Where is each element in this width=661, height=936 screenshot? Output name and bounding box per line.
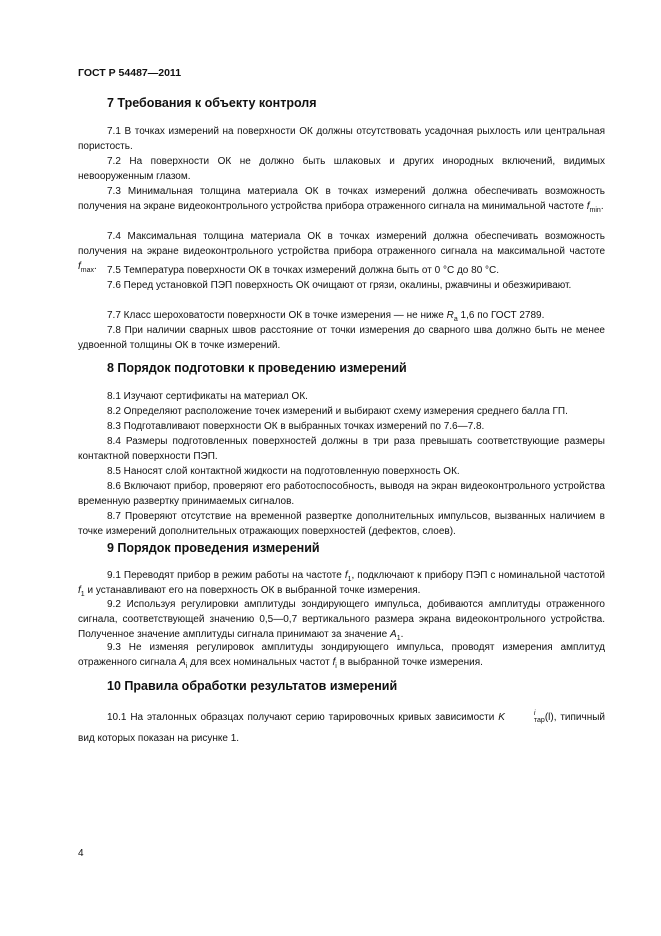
- para-7-3: 7.3 Минимальная толщина материала ОК в точках измерений должна обеспечивать возможность получения на экране видеоконтрольного устройства прибора отраженного сигнала на минимальной частоте $f_{min}$.: [78, 186, 605, 214]
- section-8-title: 8 Порядок подготовки к проведению измерений: [107, 361, 407, 375]
- para-8-3: 8.3 Подготавливают поверхности ОК в выбранных точках измерений по 7.6—7.8.: [107, 421, 485, 432]
- para-8-1: 8.1 Изучают сертификаты на материал ОК.: [107, 391, 308, 402]
- para-9-2: 9.2 Используя регулировки амплитуды зондирующего импульса, добиваются амплитуды отраженного сигнала, соответствующей значению 0,5—0,7 вертикального размера экрана видеоконтрольного устройства. Полученное значение амплитуды сигнала принимают за значение $A_1$.: [78, 599, 605, 642]
- para-7-8: 7.8 При наличии сварных швов расстояние от точки измерения до сварного шва должно быть не менее удвоенной толщины ОК в точке измерений.: [78, 325, 605, 351]
- para-8-7: 8.7 Проверяют отсутствие на временной развертке дополнительных импульсов, вызванных наличием в точке измерений дополнительных отражающих поверхностей (дефектов, слоев).: [78, 511, 605, 537]
- section-10-title: 10 Правила обработки результатов измерений: [107, 679, 398, 693]
- section-9-title: 9 Порядок проведения измерений: [107, 541, 320, 555]
- para-7-1: 7.1 В точках измерений на поверхности ОК должны отсутствовать усадочная рыхлость или центральная пористость.: [78, 126, 605, 152]
- para-8-4: 8.4 Размеры подготовленных поверхностей должны в три раза превышать соответствующие размеры контактной поверхности ПЭП.: [78, 436, 605, 462]
- para-8-6: 8.6 Включают прибор, проверяют его работоспособность, выводя на экран видеоконтрольного устройства временную развертку принимаемых сигналов.: [78, 481, 605, 507]
- para-8-5: 8.5 Наносят слой контактной жидкости на подготовленную поверхность ОК.: [107, 466, 460, 477]
- para-7-5: 7.5 Температура поверхности ОК в точках измерений должна быть от 0 °С до 80 °С.: [107, 265, 500, 276]
- para-10-1: 10.1 На эталонных образцах получают серию тарировочных кривых зависимости K i тар (l), типичный вид которых показан на рисунке 1.: [78, 710, 606, 744]
- section-7-title: 7 Требования к объекту контроля: [107, 96, 317, 110]
- para-8-2: 8.2 Определяют расположение точек измерений и выбирают схему измерения среднего балла ГП.: [107, 406, 568, 417]
- document-header: ГОСТ Р 54487—2011: [78, 67, 182, 79]
- para-7-7: 7.7 Класс шероховатости поверхности ОК в точке измерения — не ниже $R_a$ 1,6 по ГОСТ 2789.: [107, 310, 545, 323]
- para-7-2: 7.2 На поверхности ОК не должно быть шлаковых и других инородных включений, видимых невооруженным глазом.: [78, 156, 605, 182]
- para-9-3: 9.3 Не изменяя регулировок амплитуды зондирующего импульса, проводят измерения амплитуд отраженного сигнала $A_i$ для всех номинальных частот $f_i$ в выбранной точке измерения.: [78, 642, 605, 670]
- para-7-4: 7.4 Максимальная толщина материала ОК в точках измерений должна обеспечивать возможность получения на экране видеоконтрольного устройства прибора отраженного сигнала на максимальной частоте $f_{max}$.: [78, 231, 605, 274]
- para-7-6: 7.6 Перед установкой ПЭП поверхность ОК очищают от грязи, окалины, ржавчины и обезжиривают.: [107, 280, 572, 291]
- page-number: 4: [78, 848, 84, 859]
- para-9-1: 9.1 Переводят прибор в режим работы на частоте $f_1$, подключают к прибору ПЭП с номинальной частотой $f_1$ и устанавливают его на поверхность ОК в выбранной точке измерения.: [78, 570, 605, 598]
